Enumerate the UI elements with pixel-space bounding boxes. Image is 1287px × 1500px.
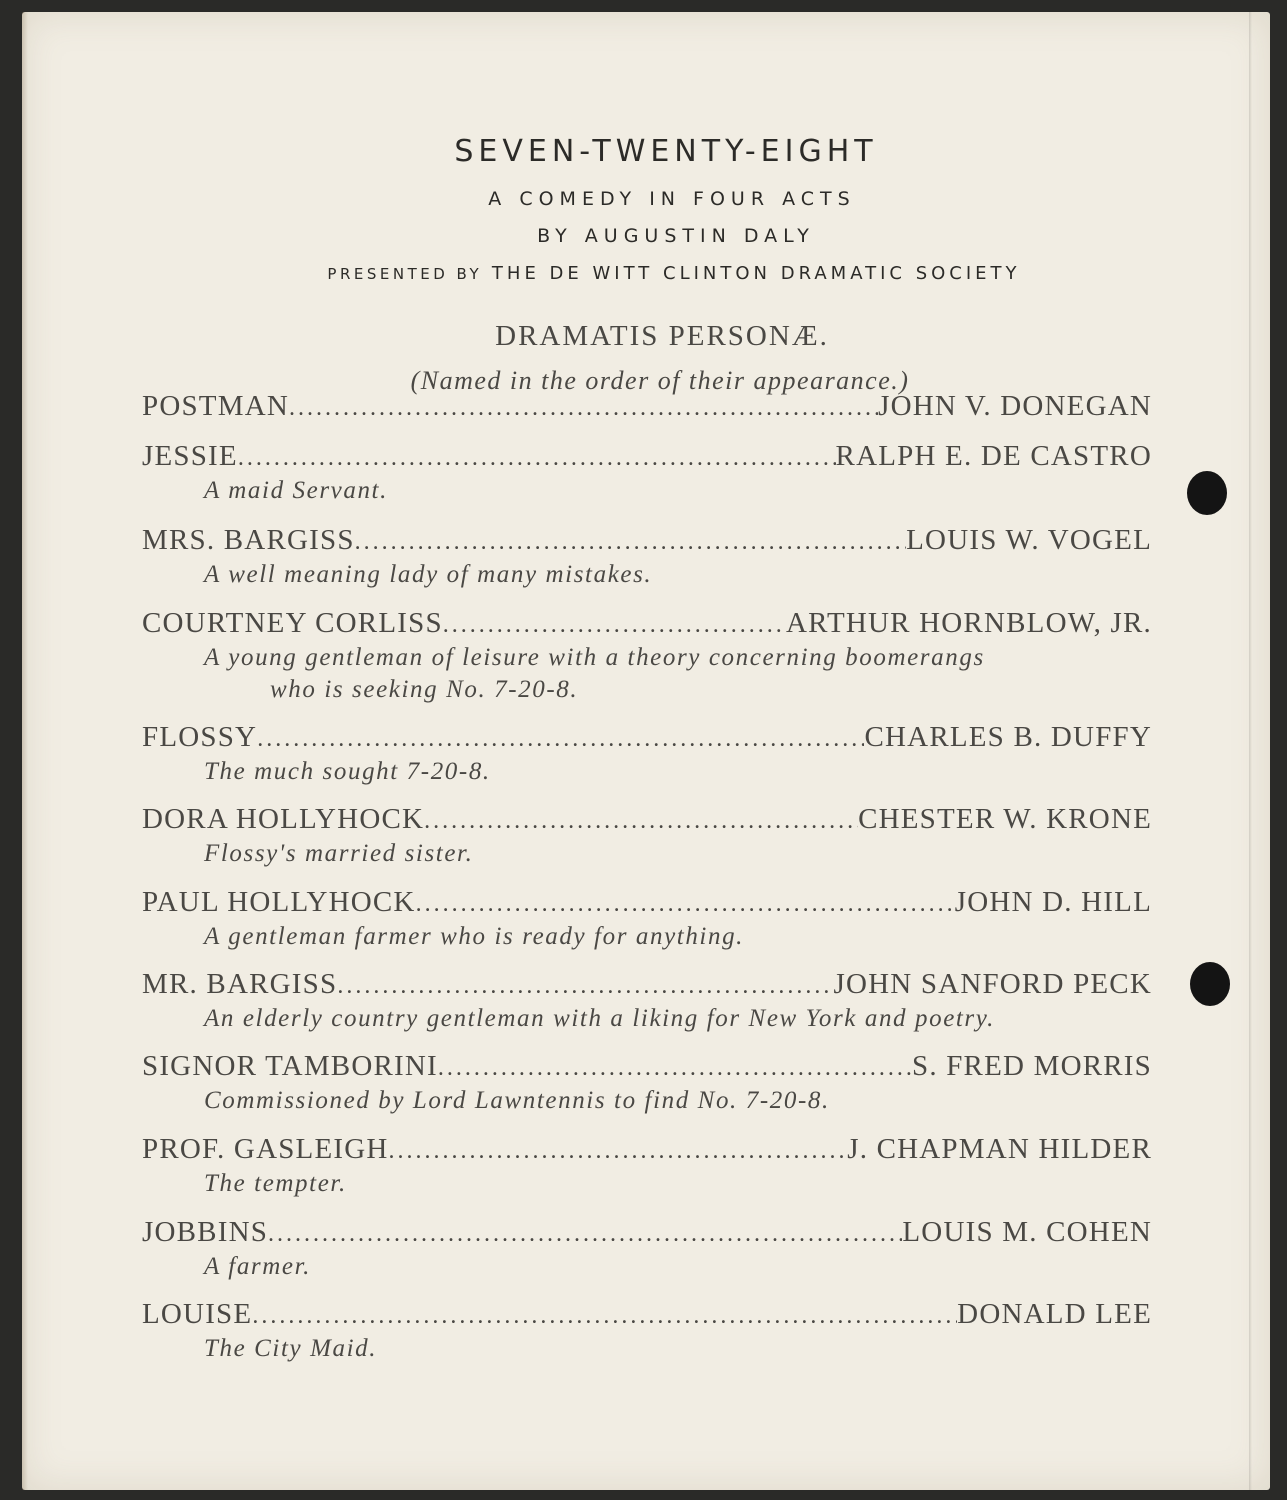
leader-dots bbox=[337, 969, 833, 1003]
cast-description: A maid Servant. bbox=[204, 477, 388, 504]
cast-role: PROF. GASLEIGH bbox=[142, 1133, 389, 1165]
cast-actor: LOUIS W. VOGEL bbox=[906, 524, 1152, 556]
cast-description: The City Maid. bbox=[204, 1335, 378, 1362]
presented-by-prefix: PRESENTED BY bbox=[327, 265, 483, 283]
cast-actor: DONALD LEE bbox=[957, 1298, 1152, 1330]
cast-entry bbox=[142, 606, 1152, 706]
presenting-society: THE DE WITT CLINTON DRAMATIC SOCIETY bbox=[491, 263, 1021, 284]
leader-dots bbox=[268, 1217, 902, 1251]
cast-actor: LOUIS M. COHEN bbox=[902, 1216, 1152, 1248]
cast-role: LOUISE bbox=[142, 1298, 253, 1330]
play-author: BY AUGUSTIN DALY bbox=[537, 225, 815, 247]
play-subtitle: A COMEDY IN FOUR ACTS bbox=[488, 188, 856, 210]
cast-role: JOBBINS bbox=[142, 1216, 269, 1248]
cast-actor: S. FRED MORRIS bbox=[911, 1050, 1152, 1082]
cast-description: The much sought 7-20-8. bbox=[204, 758, 491, 785]
cast-entry bbox=[142, 439, 1152, 507]
cast-entry bbox=[142, 802, 1152, 870]
cast-role: JESSIE bbox=[142, 440, 238, 472]
cast-description: Flossy's married sister. bbox=[204, 840, 474, 867]
dramatis-personae-heading: DRAMATIS PERSONÆ. bbox=[495, 320, 829, 352]
leader-dots bbox=[443, 608, 786, 642]
cast-role: SIGNOR TAMBORINI bbox=[142, 1050, 438, 1082]
cast-description: The tempter. bbox=[204, 1170, 347, 1197]
leader-dots bbox=[355, 525, 906, 559]
leader-dots bbox=[438, 1051, 912, 1085]
cast-description: A well meaning lady of many mistakes. bbox=[204, 561, 653, 588]
cast-description: A farmer. bbox=[204, 1253, 312, 1280]
program-page bbox=[22, 12, 1270, 1490]
cast-entry bbox=[142, 1215, 1152, 1283]
cast-actor: J. CHAPMAN HILDER bbox=[847, 1133, 1152, 1165]
cast-actor: JOHN D. HILL bbox=[954, 886, 1152, 918]
cast-role: POSTMAN bbox=[142, 390, 289, 422]
cast-actor: CHARLES B. DUFFY bbox=[864, 721, 1152, 753]
cast-description-continued: who is seeking No. 7-20-8. bbox=[270, 676, 579, 703]
cast-actor: CHESTER W. KRONE bbox=[858, 803, 1152, 835]
cast-entry bbox=[142, 1049, 1152, 1117]
cast-description: Commissioned by Lord Lawntennis to find No. 7-20-8. bbox=[204, 1087, 830, 1114]
cast-role: DORA HOLLYHOCK bbox=[142, 803, 425, 835]
play-title: SEVEN-TWENTY-EIGHT bbox=[454, 134, 878, 169]
cast-role: COURTNEY CORLISS bbox=[142, 607, 443, 639]
cast-actor: ARTHUR HORNBLOW, JR. bbox=[786, 607, 1152, 639]
cast-entry bbox=[142, 720, 1152, 788]
cast-entry bbox=[142, 523, 1152, 591]
leader-dots bbox=[416, 887, 955, 921]
cast-entry bbox=[142, 389, 1152, 425]
dramatis-personae-note: (Named in the order of their appearance.) bbox=[410, 366, 910, 395]
cast-description: A gentleman farmer who is ready for anything. bbox=[204, 923, 745, 950]
leader-dots bbox=[238, 441, 836, 475]
leader-dots bbox=[252, 1299, 957, 1333]
page-edge-shadow bbox=[22, 12, 28, 1490]
cast-entry bbox=[142, 885, 1152, 953]
cast-entry bbox=[142, 967, 1152, 1035]
cast-actor: RALPH E. DE CASTRO bbox=[835, 440, 1152, 472]
leader-dots bbox=[289, 391, 878, 425]
cast-entry bbox=[142, 1132, 1152, 1200]
cast-actor: JOHN V. DONEGAN bbox=[878, 390, 1152, 422]
cast-description: An elderly country gentleman with a liking for New York and poetry. bbox=[204, 1005, 995, 1032]
leader-dots bbox=[257, 722, 864, 756]
cast-role: FLOSSY bbox=[142, 721, 258, 753]
presented-by-line bbox=[50, 263, 1287, 284]
leader-dots bbox=[424, 804, 858, 838]
cast-role: PAUL HOLLYHOCK bbox=[142, 886, 416, 918]
cast-entry bbox=[142, 1297, 1152, 1365]
leader-dots bbox=[389, 1134, 848, 1168]
punch-hole bbox=[1187, 471, 1227, 515]
cast-role: MR. BARGISS bbox=[142, 968, 338, 1000]
cast-description: A young gentleman of leisure with a theory concerning boomerangs bbox=[204, 644, 985, 671]
punch-hole bbox=[1190, 962, 1230, 1006]
cast-role: MRS. BARGISS bbox=[142, 524, 355, 556]
cast-actor: JOHN SANFORD PECK bbox=[833, 968, 1152, 1000]
